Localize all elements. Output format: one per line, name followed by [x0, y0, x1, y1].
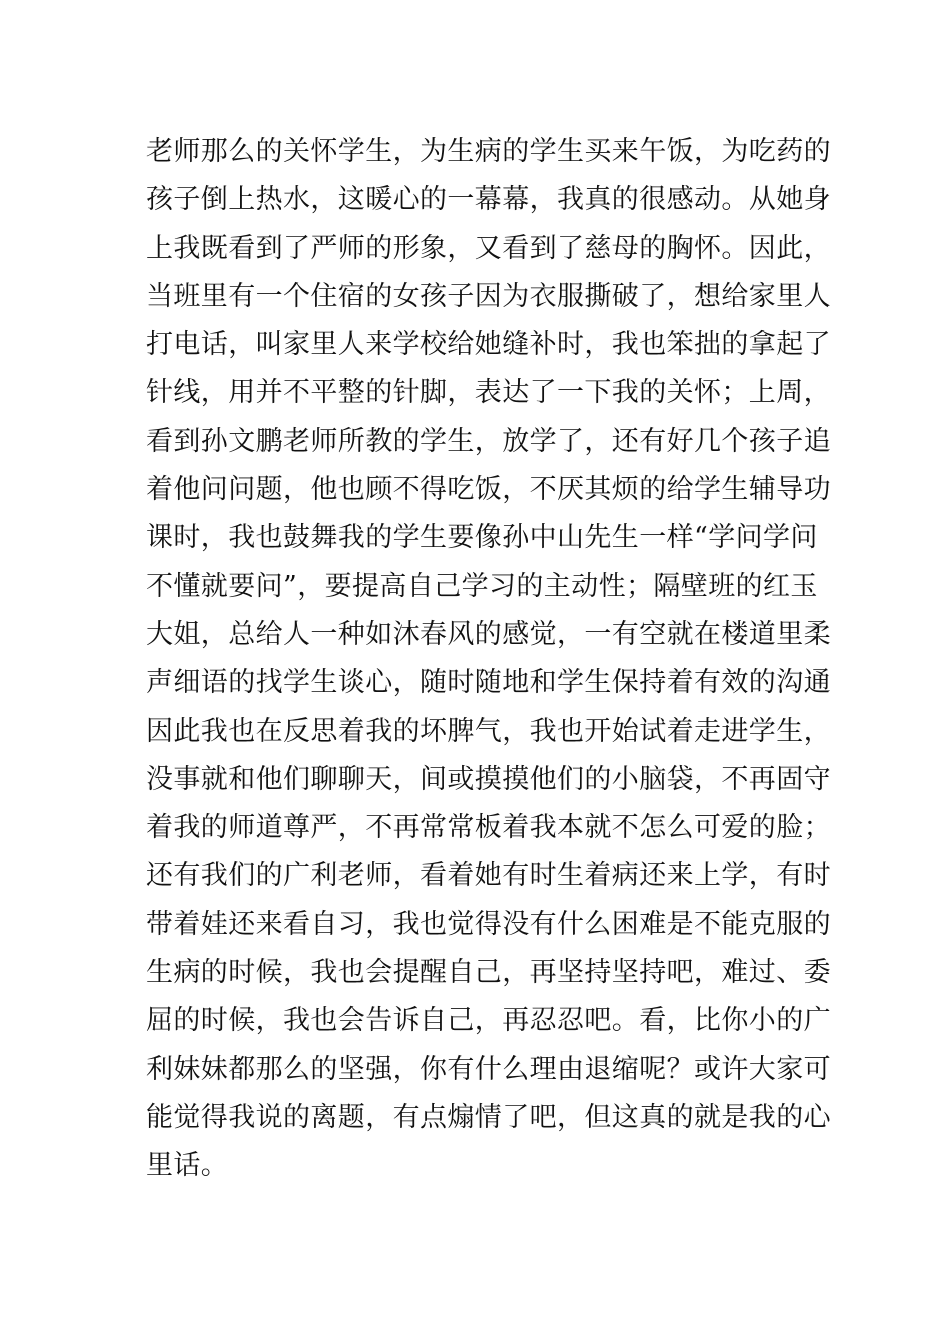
text-line: 看到孙文鹏老师所教的学生，放学了，还有好几个孩子追: [146, 425, 831, 457]
text-line: 不懂就要问”，要提高自己学习的主动性；隔壁班的红玉: [146, 570, 818, 602]
text-line: 大姐，总给人一种如沐春风的感觉，一有空就在楼道里柔: [146, 618, 831, 650]
text-line: 屈的时候，我也会告诉自己，再忍忍吧。看，比你小的广: [146, 1005, 831, 1037]
text-line: 因此我也在反思着我的坏脾气，我也开始试着走进学生，: [146, 715, 831, 747]
text-line: 着他问问题，他也顾不得吃饭，不厌其烦的给学生辅导功: [146, 474, 831, 506]
text-line: 上我既看到了严师的形象，又看到了慈母的胸怀。因此，: [146, 232, 831, 264]
text-line: 孩子倒上热水，这暖心的一幕幕，我真的很感动。从她身: [146, 184, 831, 216]
text-line: 能觉得我说的离题，有点煽情了吧，但这真的就是我的心: [146, 1101, 831, 1133]
text-line: 里话。: [146, 1150, 229, 1182]
text-line: 老师那么的关怀学生，为生病的学生买来午饭，为吃药的: [146, 136, 831, 167]
text-line: 利妹妹都那么的坚强，你有什么理由退缩呢？或许大家可: [146, 1053, 831, 1085]
text-line: 生病的时候，我也会提醒自己，再坚持坚持吧，难过、委: [146, 957, 831, 989]
text-line: 着我的师道尊严，不再常常板着我本就不怎么可爱的脸；: [146, 812, 831, 844]
text-line: 带着娃还来看自习，我也觉得没有什么困难是不能克服的: [146, 908, 831, 940]
text-line: 课时，我也鼓舞我的学生要像孙中山先生一样“学问学问: [146, 522, 818, 554]
text-line: 没事就和他们聊聊天，间或摸摸他们的小脑袋，不再固守: [146, 763, 831, 795]
text-line: 针线，用并不平整的针脚，表达了一下我的关怀；上周，: [146, 377, 831, 409]
text-line: 声细语的找学生谈心，随时随地和学生保持着有效的沟通: [146, 667, 831, 699]
text-line: 打电话，叫家里人来学校给她缝补时，我也笨拙的拿起了: [146, 329, 831, 361]
text-line: 还有我们的广利老师，看着她有时生着病还来上学，有时: [146, 860, 831, 892]
text-line: 当班里有一个住宿的女孩子因为衣服撕破了，想给家里人: [146, 280, 831, 312]
body-text: [146, 128, 831, 1191]
